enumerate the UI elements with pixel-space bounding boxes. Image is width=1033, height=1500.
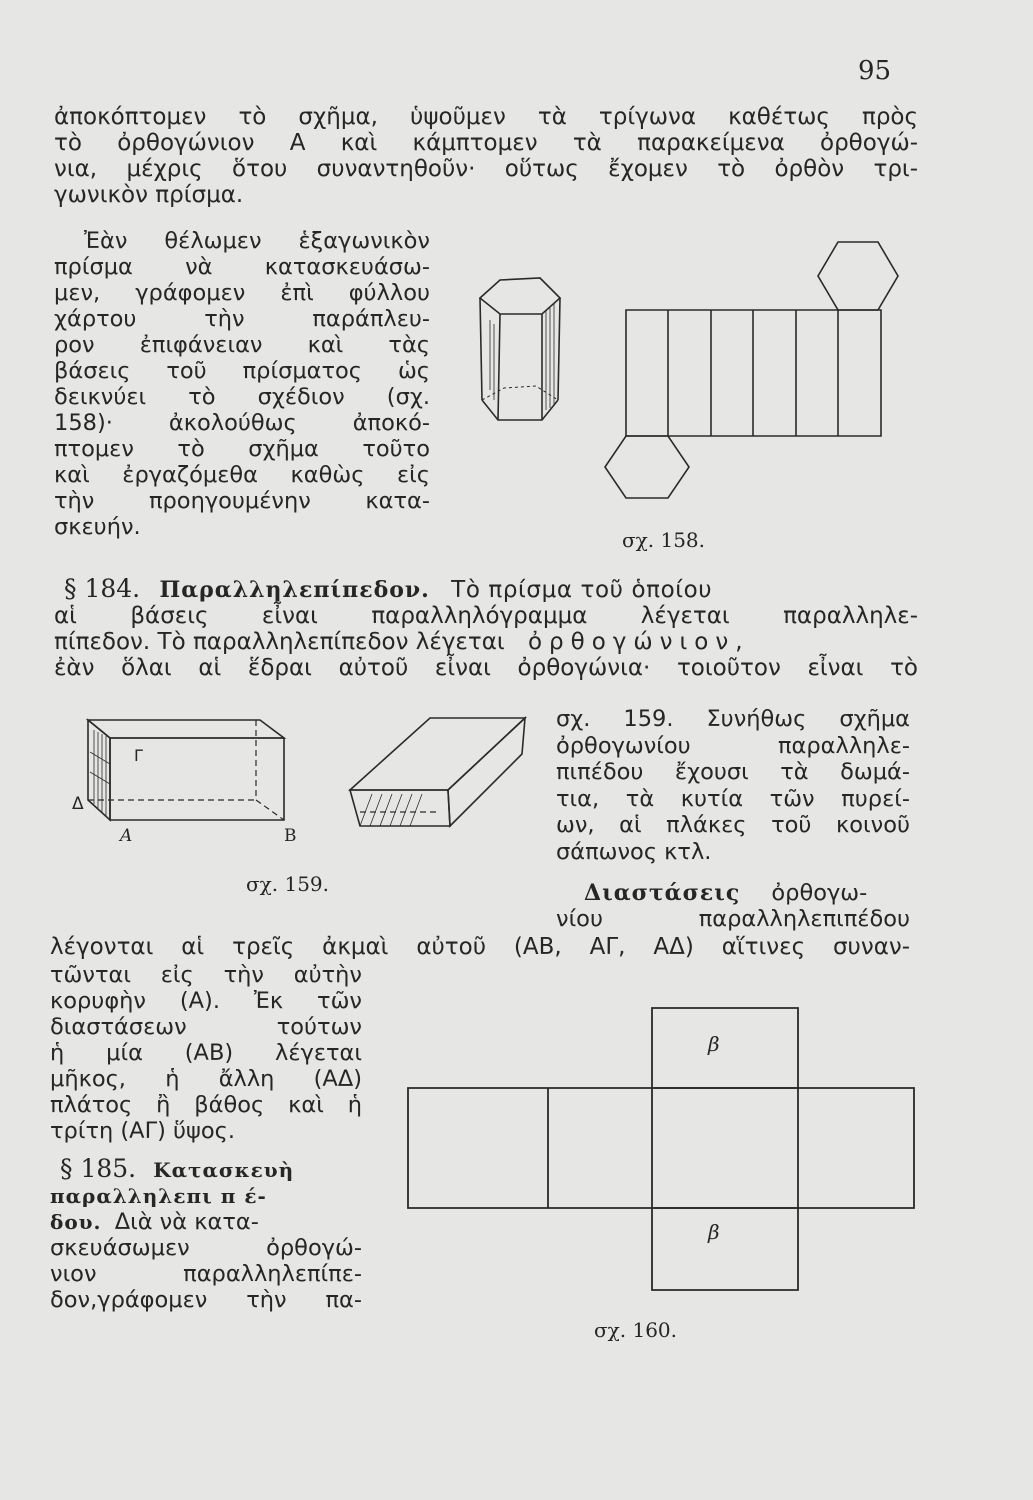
text-line: λέγονται αἱ τρεῖς ἀκμαὶ αὐτοῦ (ΑΒ, ΑΓ, ΑΔ) αἵτινες συναν- (50, 934, 910, 960)
text-line (50, 1209, 362, 1235)
figure-158-hexagonal-prism (460, 240, 900, 510)
text-line: σκευήν. (54, 514, 141, 540)
figure-160-parallelepiped-net (400, 1000, 920, 1300)
text-line (54, 629, 918, 655)
figure-160-label-top: β (708, 1032, 720, 1056)
dimensions-heading-block (556, 880, 910, 932)
text-line: ἡ μία (ΑΒ) λέγεται (50, 1040, 362, 1066)
dimensions-heading: Διαστάσεις (584, 880, 741, 906)
text-fragment: Διὰ νὰ κατα- (114, 1209, 259, 1235)
text-line: κορυφὴν (Α). Ἐκ τῶν (50, 988, 362, 1014)
text-line: αἱ βάσεις εἶναι παραλληλόγραμμα λέγεται παραλληλε- (54, 603, 918, 629)
section-184-continued (556, 706, 910, 865)
hexagonal-prism-drawing (480, 278, 560, 420)
text-line: πτομεν τὸ σχῆμα τοῦτο (54, 436, 430, 462)
text-line: δεικνύει τὸ σχέδιον (σχ. (54, 384, 430, 410)
text-line: πρίσμα νὰ κατασκευάσω- (54, 254, 430, 280)
figure-159-label-gamma: Γ (134, 746, 143, 765)
section-heading: παραλληλεπι π έ- (50, 1184, 267, 1208)
net-bottom-face (652, 1208, 798, 1290)
figure-159-label-delta: Δ (72, 794, 84, 814)
text-line: νια, μέχρις ὅτου συναντηθοῦν· οὕτως ἔχομεν τὸ ὀρθὸν τρι- (54, 156, 918, 182)
text-line: τῶνται εἰς τὴν αὐτὴν (50, 962, 362, 988)
text-line: μῆκος, ἡ ἄλλη (ΑΔ) (50, 1066, 362, 1092)
dimensions-left-column (50, 962, 362, 1144)
text-line: 158)· ἀκολούθως ἀποκό- (54, 410, 430, 436)
text-line (50, 1183, 362, 1209)
text-line: σχ. 159. Συνήθως σχῆμα (556, 706, 910, 732)
text-line: τρίτη (ΑΓ) ὕψος. (50, 1118, 236, 1144)
figure-159-label-beta: Β (284, 826, 297, 846)
text-line: τια, τὰ κυτία τῶν πυρεί- (556, 785, 910, 812)
text-line: πλάτος ἢ βάθος καὶ ἡ (50, 1092, 362, 1118)
box-left (88, 720, 284, 820)
text-line: Ἐὰν θέλωμεν ἑξαγωνικὸν (84, 228, 430, 254)
figure-159-label-alpha: Α (120, 826, 133, 846)
hexagonal-prism-net (605, 242, 898, 498)
text-line: ων, αἱ πλάκες τοῦ κοινοῦ (556, 812, 910, 838)
text-fragment-emphasis: ὀρθογώνιον, (527, 629, 750, 655)
text-line: ὀρθογωνίου παραλληλε- (556, 732, 910, 759)
text-line: μεν, γράφομεν ἐπὶ φύλλου (54, 280, 430, 306)
section-number: § 184. (64, 574, 141, 603)
text-line: σάπωνος κτλ. (556, 838, 712, 865)
text-line: ἐὰν ὅλαι αἱ ἕδραι αὐτοῦ εἶναι ὀρθογώνια· τοιοῦτον εἶναι τὸ (54, 655, 918, 681)
text-line: νίου παραλληλεπιπέδου (556, 906, 910, 932)
section-184 (54, 576, 918, 681)
section-heading: Κατασκευὴ (153, 1158, 295, 1182)
text-line: σκευάσωμεν ὀρθογώ- (50, 1235, 362, 1261)
section-number: § 185. (60, 1154, 137, 1183)
text-line: διαστάσεων τούτων (50, 1014, 362, 1040)
net-strip (408, 1088, 914, 1208)
text-line: τὴν προηγουμένην κατα- (54, 488, 430, 514)
section-heading: Παραλληλεπίπεδον. (159, 577, 430, 603)
text-line (50, 1156, 362, 1183)
figure-160-caption: σχ. 160. (594, 1318, 678, 1342)
text-line: νιον παραλληλεπίπε- (50, 1261, 362, 1287)
section-185 (50, 1156, 362, 1313)
text-line: δον,γράφομεν τὴν πα- (50, 1287, 362, 1313)
text-line: ἀποκόπτομεν τὸ σχῆμα, ὑψοῦμεν τὰ τρίγωνα καθέτως πρὸς (54, 104, 918, 130)
text-line (556, 880, 910, 906)
figure-158-caption: σχ. 158. (622, 528, 706, 552)
paragraph-prism-hexagonal (54, 228, 430, 540)
text-line: πιπέδου ἔχουσι τὰ δωμά- (556, 759, 910, 785)
text-fragment: Τὸ πρίσμα τοῦ ὁποίου (451, 577, 713, 603)
dimensions-full-line (50, 934, 910, 960)
text-line: τὸ ὀρθογώνιον Α καὶ κάμπτομεν τὰ παρακείμενα ὀρθογώ- (54, 130, 918, 156)
page-number: 95 (858, 56, 892, 86)
figure-159-caption: σχ. 159. (246, 872, 330, 896)
text-line: βάσεις τοῦ πρίσματος ὡς (54, 358, 430, 384)
figure-160-label-bottom: β (708, 1220, 720, 1244)
box-right (350, 718, 525, 826)
text-line: καὶ ἐργαζόμεθα καθὼς εἰς (54, 462, 430, 488)
paragraph-prism-triangular (54, 104, 918, 208)
section-heading: δου. (50, 1210, 102, 1234)
text-line: ρον ἐπιφάνειαν καὶ τὰς (54, 332, 430, 358)
text-line: γωνικὸν πρίσμα. (54, 182, 244, 208)
text-fragment: ὀρθογω- (771, 880, 868, 906)
net-top-face (652, 1008, 798, 1088)
text-line: χάρτου τὴν παράπλευ- (54, 306, 430, 332)
text-line (54, 576, 918, 603)
text-fragment: πίπεδον. Τὸ παραλληλεπίπεδον λέγεται (54, 629, 505, 655)
